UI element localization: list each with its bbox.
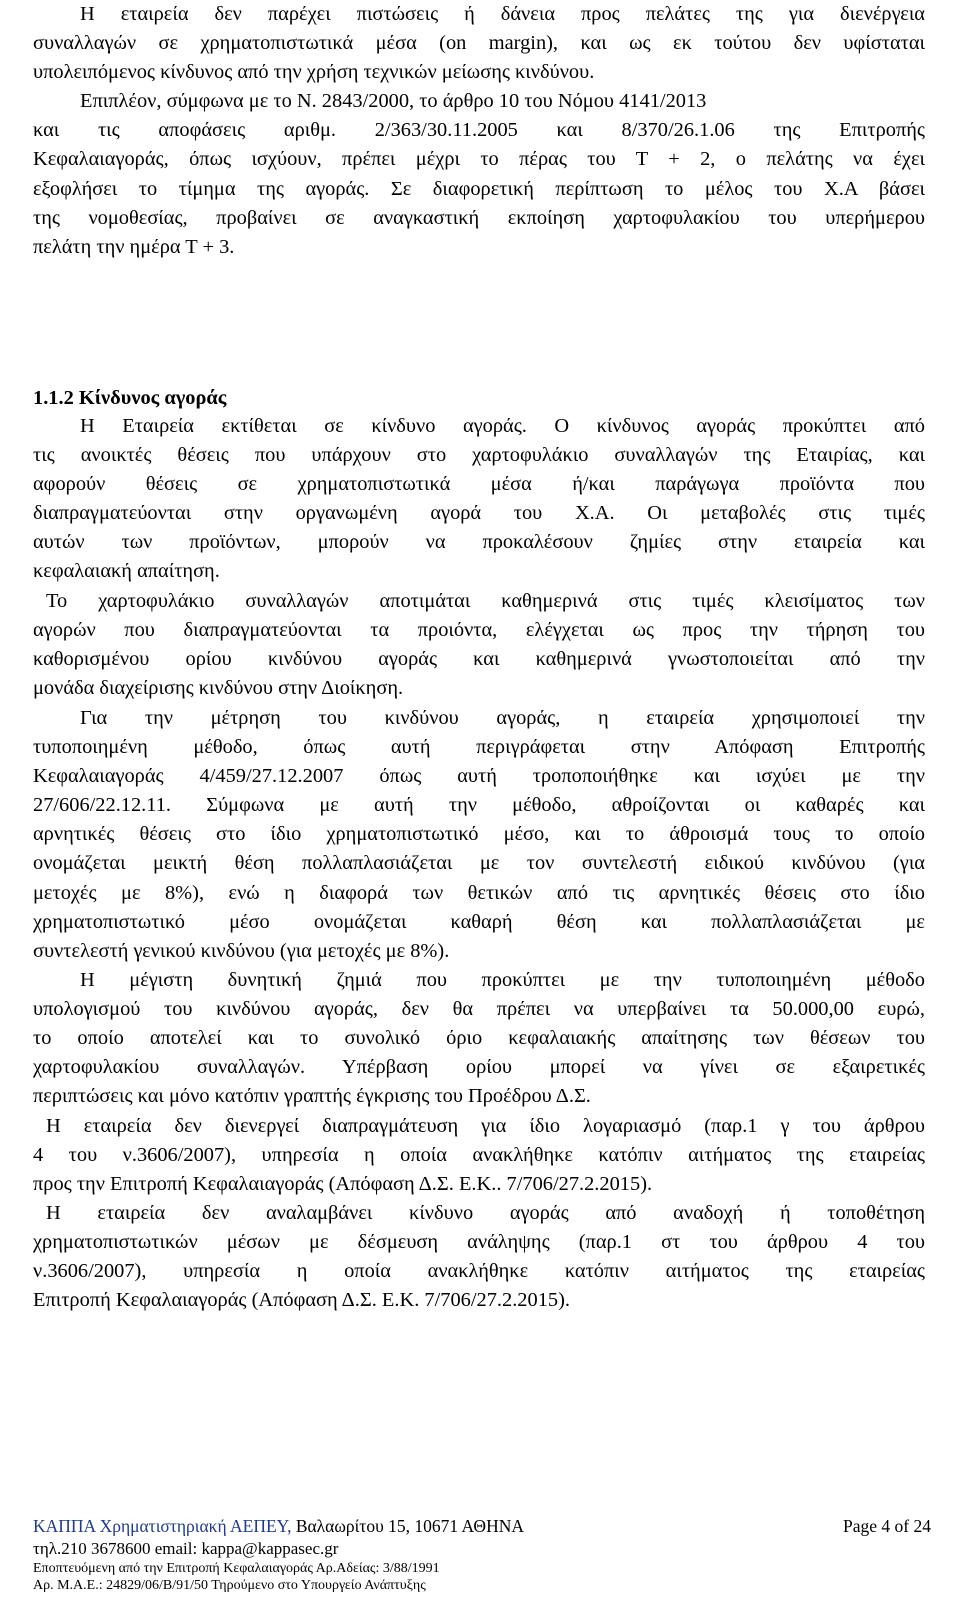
paragraph-own-account (33, 1112, 925, 1199)
company-name: ΚΑΠΠΑ Χρηματιστηριακή ΑΕΠΕΥ, (33, 1516, 292, 1536)
text-line: υπολειπόμενος κίνδυνος από την χρήση τεχνικών μείωσης κινδύνου. (33, 61, 595, 84)
text-line: κεφαλαιακή απαίτηση. (33, 560, 220, 583)
paragraph-measurement-method (33, 704, 925, 966)
text-line: πελάτη την ημέρα Τ + 3. (33, 235, 235, 258)
text-line: αρνητικές θέσεις στο ίδιο χρηματοπιστωτικό μέσο, και το άθροισμά τους το οποίο (33, 823, 925, 846)
text-line: Η μέγιστη δυνητική ζημιά που προκύπτει με την τυποποιημένη μέθοδο (80, 969, 925, 991)
text-line: χρηματοπιστωτικό μέσο ονομάζεται καθαρή θέση και πολλαπλασιάζεται με (33, 910, 925, 933)
text-line: αφορούν θέσεις σε χρηματοπιστωτικά μέσα ή/και παράγωγα προϊόντα που (33, 473, 925, 496)
page-number: Page 4 of 24 (843, 1516, 931, 1536)
section-heading: 1.1.2 Κίνδυνος αγοράς (33, 387, 227, 409)
text-line: Κεφαλαιαγοράς, όπως ισχύουν, πρέπει μέχρι το πέρας του Τ + 2, ο πελάτης να έχει (33, 148, 925, 171)
text-line: Η εταιρεία δεν διενεργεί διαπραγμάτευση για ίδιο λογαριασμό (παρ.1 γ του άρθρου (46, 1115, 925, 1137)
text-line: Η εταιρεία δεν παρέχει πιστώσεις ή δάνεια προς πελάτες της για διενέργεια (80, 3, 925, 25)
text-line: αυτών των προϊόντων, μπορούν να προκαλέσουν ζημίες στην εταιρεία και (33, 531, 925, 554)
text-line: υπολογισμού του κινδύνου αγοράς, δεν θα πρέπει να υπερβαίνει τα 50.000,00 ευρώ, (33, 998, 925, 1021)
text-line: μετοχές με 8%), ενώ η διαφορά των θετικών από τις αρνητικές θέσεις στο ίδιο (33, 881, 925, 904)
paragraph-portfolio-valuation (33, 587, 925, 703)
text-line: της νομοθεσίας, προβαίνει σε αναγκαστική εκποίηση χαρτοφυλακίου του υπερήμερου (33, 206, 925, 229)
text-line: τις ανοικτές θέσεις που υπάρχουν στο χαρτοφυλάκιο συναλλαγών της Εταιρίας, και (33, 444, 925, 467)
text-line: ν.3606/2007), υπηρεσία η οποία ανακλήθηκε κατόπιν αιτήματος της εταιρείας (33, 1260, 925, 1283)
text-line: Για την μέτρηση του κινδύνου αγοράς, η εταιρεία χρησιμοποιεί την (80, 707, 925, 729)
text-line: Το χαρτοφυλάκιο συναλλαγών αποτιμάται καθημερινά στις τιμές κλεισίματος των (46, 590, 925, 612)
text-line: εξοφλήσει το τίμημα της αγοράς. Σε διαφορετική περίπτωση το μέλος του Χ.Α βάσει (33, 177, 925, 200)
text-line: Η Εταιρεία εκτίθεται σε κίνδυνο αγοράς. Ο κίνδυνος αγοράς προκύπτει από (80, 415, 925, 437)
text-line: μονάδα διαχείρισης κινδύνου στην Διοίκηση. (33, 677, 404, 700)
text-line: προς την Επιτροπή Κεφαλαιαγοράς (Απόφαση Δ.Σ. Ε.Κ.. 7/706/27.2.2015). (33, 1173, 653, 1196)
paragraph-underwriting (33, 1199, 925, 1315)
footer-registry: Αρ. Μ.Α.Ε.: 24829/06/Β/91/50 Τηρούμενο στο Υπουργείο Ανάπτυξης (33, 1578, 426, 1593)
text-line: και τις αποφάσεις αριθμ. 2/363/30.11.2005 και 8/370/26.1.06 της Επιτροπής (33, 119, 925, 142)
footer-contact: τηλ.210 3678600 email: kappa@kappasec.gr (33, 1539, 339, 1558)
text-line: καθορισμένου ορίου κινδύνου αγοράς και καθημερινά γνωστοποιείται από την (33, 648, 925, 671)
text-line: αγορών που διαπραγματεύονται τα προιόντα, ελέγχεται ως προς την τήρηση του (33, 619, 925, 642)
text-line: ονομάζεται μεικτή θέση πολλαπλασιάζεται με τον συντελεστή ειδικού κινδύνου (για (33, 852, 925, 875)
footer-company-line (33, 1515, 931, 1538)
text-line: Επιπλέον, σύμφωνα με το Ν. 2843/2000, το άρθρο 10 του Νόμου 4141/2013 (80, 90, 707, 113)
footer-supervision: Εποπτευόμενη από την Επιτροπή Κεφαλαιαγοράς Αρ.Αδείας: 3/88/1991 (33, 1561, 440, 1576)
text-line: χαρτοφυλακίου συναλλαγών. Υπέρβαση ορίου μπορεί να γίνει σε εξαιρετικές (33, 1056, 925, 1079)
company-address: Βαλαωρίτου 15, 10671 ΑΘΗΝΑ (291, 1516, 524, 1536)
page-footer (33, 1515, 931, 1594)
paragraph-max-loss (33, 966, 925, 1111)
text-line: τυποποιημένη μέθοδο, όπως αυτή περιγράφεται στην Απόφαση Επιτροπής (33, 736, 925, 759)
text-line: Επιτροπή Κεφαλαιαγοράς (Απόφαση Δ.Σ. Ε.Κ. 7/706/27.2.2015). (33, 1289, 570, 1312)
text-line: περιπτώσεις και μόνο κατόπιν γραπτής έγκρισης του Προέδρου Δ.Σ. (33, 1085, 591, 1108)
text-line: συντελεστή γενικού κινδύνου (για μετοχές με 8%). (33, 939, 450, 962)
text-line: 4 του ν.3606/2007), υπηρεσία η οποία ανακλήθηκε κατόπιν αιτήματος της εταιρείας (33, 1144, 925, 1167)
text-line: διαπραγματεύονται στην οργανωμένη αγορά του Χ.Α. Οι μεταβολές στις τιμές (33, 502, 925, 525)
text-line: χρηματοπιστωτικών μέσων με δέσμευση ανάληψης (παρ.1 στ του άρθρου 4 του (33, 1231, 925, 1254)
text-line: Κεφαλαιαγοράς 4/459/27.12.2007 όπως αυτή τροποποιήθηκε και ισχύει με την (33, 765, 925, 788)
text-line: 27/606/22.12.11. Σύμφωνα με αυτή την μέθοδο, αθροίζονται οι καθαρές και (33, 794, 925, 817)
text-line: το οποίο αποτελεί και το συνολικό όριο κεφαλαιακής απαίτησης των θέσεων του (33, 1027, 925, 1050)
paragraph-settlement (33, 0, 925, 262)
paragraph-market-risk (33, 412, 925, 587)
text-line: Η εταιρεία δεν αναλαμβάνει κίνδυνο αγοράς από αναδοχή ή τοποθέτηση (46, 1202, 925, 1224)
text-line: συναλλαγών σε χρηματοπιστωτικά μέσα (on margin), και ως εκ τούτου δεν υφίσταται (33, 32, 925, 55)
